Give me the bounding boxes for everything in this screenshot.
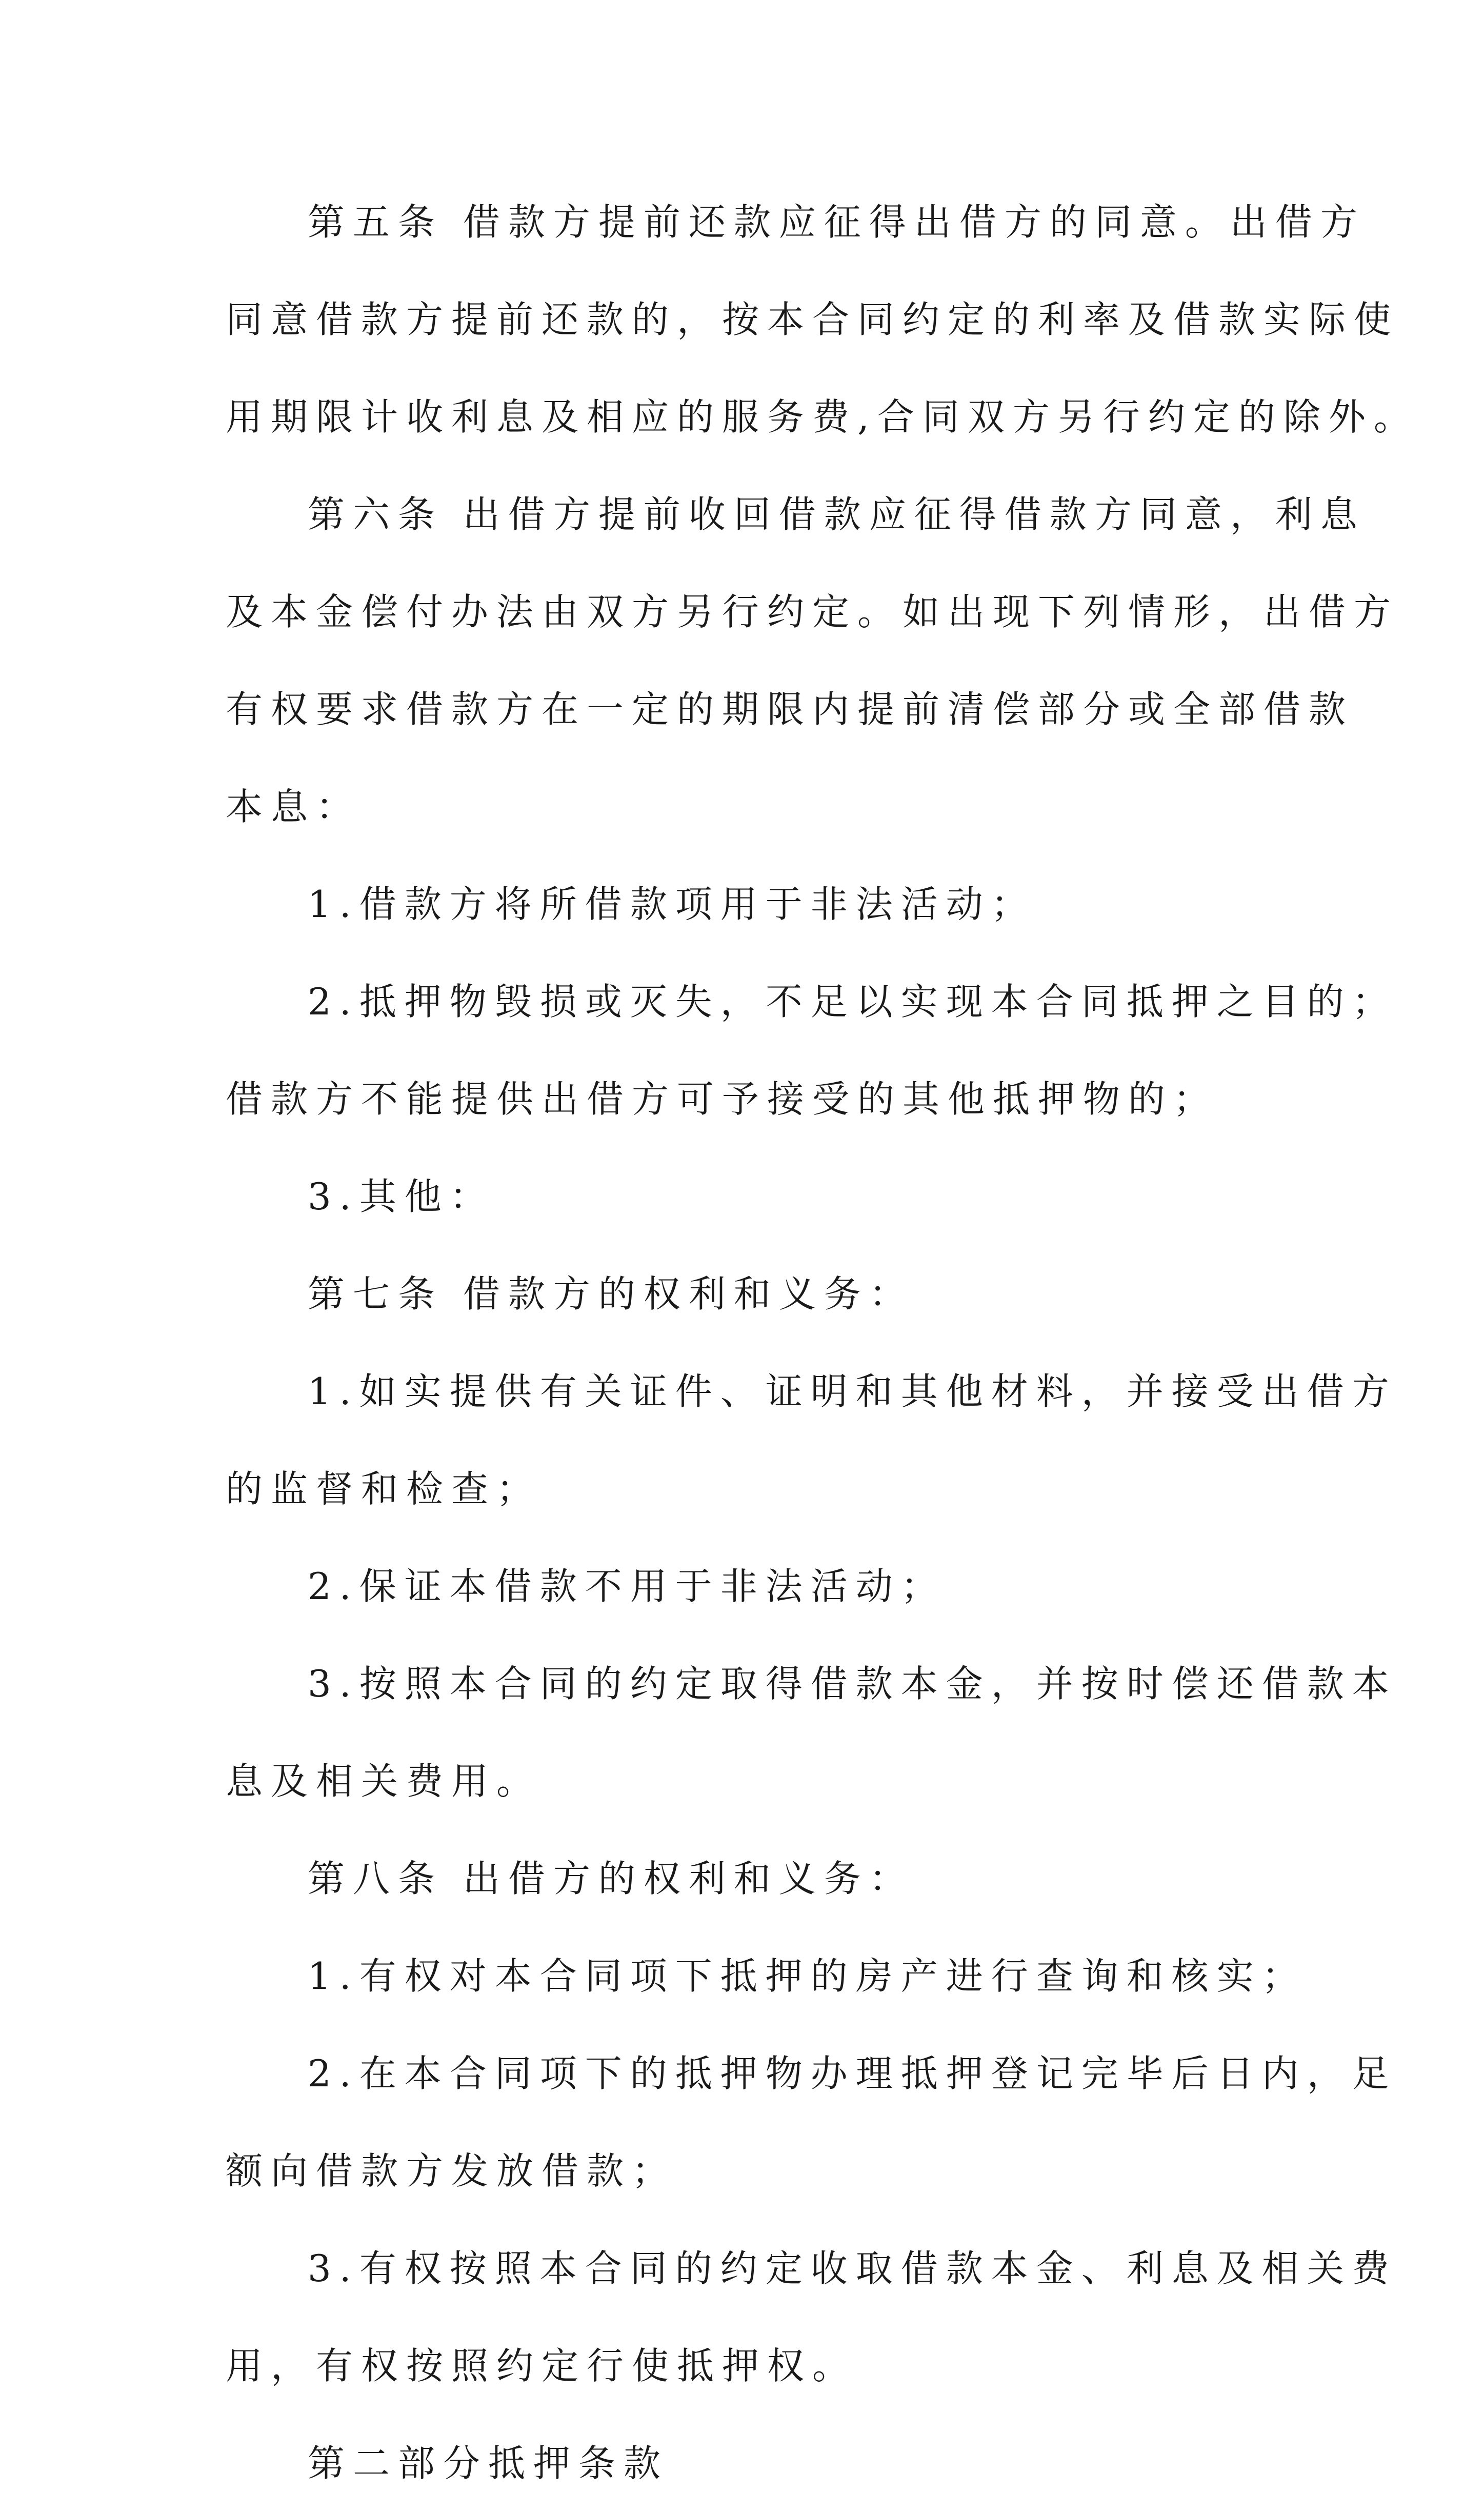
paragraph-line: 息及相关费用。 — [226, 1760, 542, 1803]
paragraph-line: 及本金偿付办法由双方另行约定。如出现下列情形，出借方 — [226, 590, 1399, 633]
list-item-line: 2.抵押物毁损或灭失，不足以实现本合同抵押之目的； — [308, 980, 1397, 1023]
paragraph-line: 用期限计收利息及相应的服务费,合同双方另行约定的除外。 — [226, 395, 1419, 438]
article-heading-line: 第八条 出借方的权利和义务： — [308, 1857, 914, 1900]
list-item-line: 2.保证本借款不用于非法活动； — [308, 1565, 946, 1608]
list-item-line: 1.借款方将所借款项用于非法活动； — [308, 883, 1036, 926]
list-item-line: 1.有权对本合同项下抵押的房产进行查询和核实； — [308, 1955, 1307, 1998]
paragraph-line: 借款方不能提供出借方可予接受的其他抵押物的； — [226, 1078, 1219, 1121]
section-heading-line: 第二部分抵押条款 — [308, 2442, 669, 2485]
paragraph-line: 同意借款方提前还款的，按本合同约定的利率及借款实际使 — [226, 298, 1399, 341]
contract-body — [226, 173, 1419, 2512]
paragraph-line: 用，有权按照约定行使抵押权。 — [226, 2344, 858, 2387]
list-item-line: 3.按照本合同的约定取得借款本金，并按时偿还借款本 — [308, 1662, 1397, 1705]
paragraph-line: 第六条 出借方提前收回借款应征得借款方同意，利息 — [308, 493, 1366, 536]
article-heading-line: 第七条 借款方的权利和义务： — [308, 1272, 914, 1315]
list-item-line: 2.在本合同项下的抵押物办理抵押登记完毕后日内，足 — [308, 2052, 1397, 2095]
paragraph-line: 本息： — [226, 785, 362, 828]
paragraph-line: 的监督和检查； — [226, 1467, 542, 1510]
paragraph-line: 额向借款方发放借款； — [226, 2149, 677, 2192]
list-item-line: 1.如实提供有关证件、证明和其他材料，并接受出借方 — [308, 1370, 1397, 1413]
paragraph-line: 有权要求借款方在一定的期限内提前清偿部分或全部借款 — [226, 688, 1354, 731]
list-item-line: 3.有权按照本合同的约定收取借款本金、利息及相关费 — [308, 2247, 1397, 2290]
list-item-line: 3.其他： — [308, 1175, 495, 1218]
paragraph-line: 第五条 借款方提前还款应征得出借方的同意。出借方 — [308, 201, 1366, 244]
